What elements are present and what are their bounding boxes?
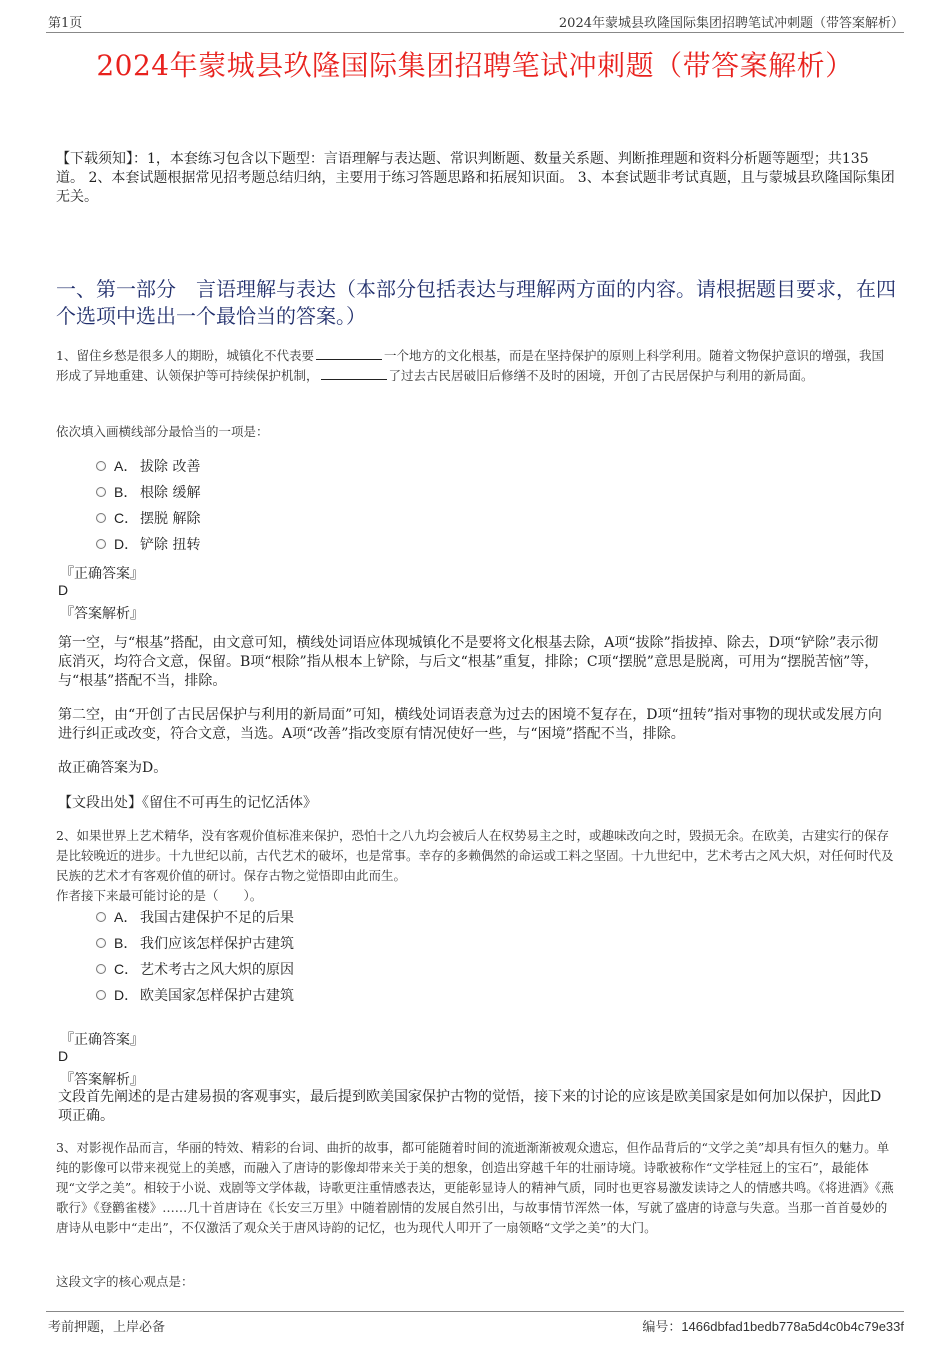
analysis-paragraph-2: 第二空，由“开创了古民居保护与利用的新局面”可知，横线处词语表意为过去的困境不复存在，D项“扭转”指对事物的现状或发展方向进行纠正或改变，符合文意，当选。A项“改善”指改变原有情况使好一些，与“困境”搭配不当，排除。 [58,707,882,742]
fill-blank-2 [321,367,387,380]
radio-icon[interactable] [96,912,106,922]
option-a[interactable]: A． 我国古建保护不足的后果 [96,904,294,930]
option-a[interactable]: A． 拔除 改善 [96,453,200,479]
option-c[interactable]: C． 艺术考古之风大炽的原因 [96,956,294,982]
radio-icon[interactable] [96,539,106,549]
question-1-prompt: 依次填入画横线部分最恰当的一项是： [56,424,269,439]
option-b[interactable]: B． 根除 缓解 [96,479,200,505]
option-b[interactable]: B． 我们应该怎样保护古建筑 [96,930,294,956]
q1-text-b: 一个地方的文化根基，而是在坚持保护的原则上科学利用。随着文物保护意识的增强，我国形成了异地重建、认领保护等可持续保护机制， [56,348,884,383]
section-title: 一、第一部分 言语理解与表达（本部分包括表达与理解两方面的内容。请根据题目要求，在四个选项中选出一个最恰当的答案。） [56,277,896,328]
radio-icon[interactable] [96,513,106,523]
analysis-conclusion: 故正确答案为D。 [58,760,168,776]
q1-text-c: 了过去古民居破旧后修缮不及时的困境，开创了古民居保护与利用的新局面。 [388,368,814,383]
footer-divider [46,1311,904,1312]
analysis-label: 『答案解析』 [60,606,144,622]
page-number: 第1页 [48,16,83,31]
question-3-prompt: 这段文字的核心观点是： [56,1274,194,1289]
question-1-options [96,453,200,557]
radio-icon[interactable] [96,938,106,948]
radio-icon[interactable] [96,487,106,497]
header-divider [46,32,904,33]
question-2-options [96,904,294,1008]
question-2-stem: 2、如果世界上艺术精华，没有客观价值标准来保护，恐怕十之八九均会被后人在权势易主之时，或趣味改向之时，毁损无余。在欧美，古建实行的保存是比较晚近的进步。十九世纪以前，古代艺术的破坏，也是常事。幸存的多赖偶然的命运或工料之坚固。十九世纪中，艺术考古之风大炽，对任何时代及民族的艺术才有客观价值的研讨。保存古物之觉悟即由此而生。 [56,828,894,883]
header-doc-title: 2024年蒙城县玖隆国际集团招聘笔试冲刺题（带答案解析） [558,16,904,31]
analysis-label: 『答案解析』 [60,1072,144,1088]
footer-slogan: 考前押题，上岸必备 [48,1320,166,1335]
question-1-stem [56,346,896,386]
download-notice: 【下载须知】：1，本套练习包含以下题型：言语理解与表达题、常识判断题、数量关系题、判断推理题和资料分析题等题型；共135道。 2、本套试题根据常见招考题总结归纳，主要用于练习答题思路和拓展知识面。 3、本套试题非考试真题，且与蒙城县玖隆国际集团无关。 [56,151,895,205]
radio-icon[interactable] [96,990,106,1000]
correct-answer-value: D [58,1048,69,1064]
radio-icon[interactable] [96,461,106,471]
question-2-prompt: 作者接下来最可能讨论的是（ ）。 [56,888,263,903]
footer-code-value: 1466dbfad1bedb778a5d4c0b4c79e33f [681,1319,904,1334]
radio-icon[interactable] [96,964,106,974]
correct-answer-value: D [58,582,69,598]
correct-answer-label: 『正确答案』 [60,566,144,582]
question-3-stem: 3、对影视作品而言，华丽的特效、精彩的台词、曲折的故事，都可能随着时间的流逝渐渐被观众遗忘，但作品背后的“文学之美”却具有恒久的魅力。单纯的影像可以带来视觉上的美感，而融入了唐诗的影像却带来关于美的想象，创造出穿越千年的壮丽诗境。诗歌被称作“文学桂冠上的宝石”，最能体现“文学之美”。相较于小说、戏剧等文学体裁，诗歌更注重情感表达，更能彰显诗人的精神气质，同时也更容易激发读诗之人的情感共鸣。《将进酒》《燕歌行》《登鹳雀楼》……几十首唐诗在《长安三万里》中随着剧情的发展自然引出，与故事情节浑然一体，写就了盛唐的诗意与失意。当那一首首曼妙的唐诗从电影中“走出”，不仅激活了观众关于唐风诗韵的记忆，也为现代人叩开了一扇领略“文学之美”的大门。 [56,1140,894,1235]
analysis-paragraph: 文段首先阐述的是古建易损的客观事实，最后提到欧美国家保护古物的觉悟，接下来的讨论的应该是欧美国家是如何加以保护，因此D项正确。 [58,1089,882,1124]
q1-text-a: 1、留住乡愁是很多人的期盼，城镇化不代表要 [56,348,314,363]
source-citation: 【文段出处】《留住不可再生的记忆活体》 [58,795,317,811]
fill-blank-1 [316,347,382,360]
footer-code [642,1316,904,1335]
page-title: 2024年蒙城县玖隆国际集团招聘笔试冲刺题（带答案解析） [96,49,854,82]
option-c[interactable]: C． 摆脱 解除 [96,505,200,531]
option-d[interactable]: D． 铲除 扭转 [96,531,200,557]
analysis-paragraph-1: 第一空，与“根基”搭配，由文意可知，横线处词语应体现城镇化不是要将文化根基去除，A项“拔除”指拔掉、除去，D项“铲除”表示彻底消灭，均符合文意，保留。B项“根除”指从根本上铲除，与后文“根基”重复，排除；C项“摆脱”意思是脱离，可用为“摆脱苦恼”等，与“根基”搭配不当，排除。 [58,635,879,689]
option-d[interactable]: D． 欧美国家怎样保护古建筑 [96,982,294,1008]
correct-answer-label: 『正确答案』 [60,1032,144,1048]
footer-code-label: 编号： [642,1320,682,1335]
